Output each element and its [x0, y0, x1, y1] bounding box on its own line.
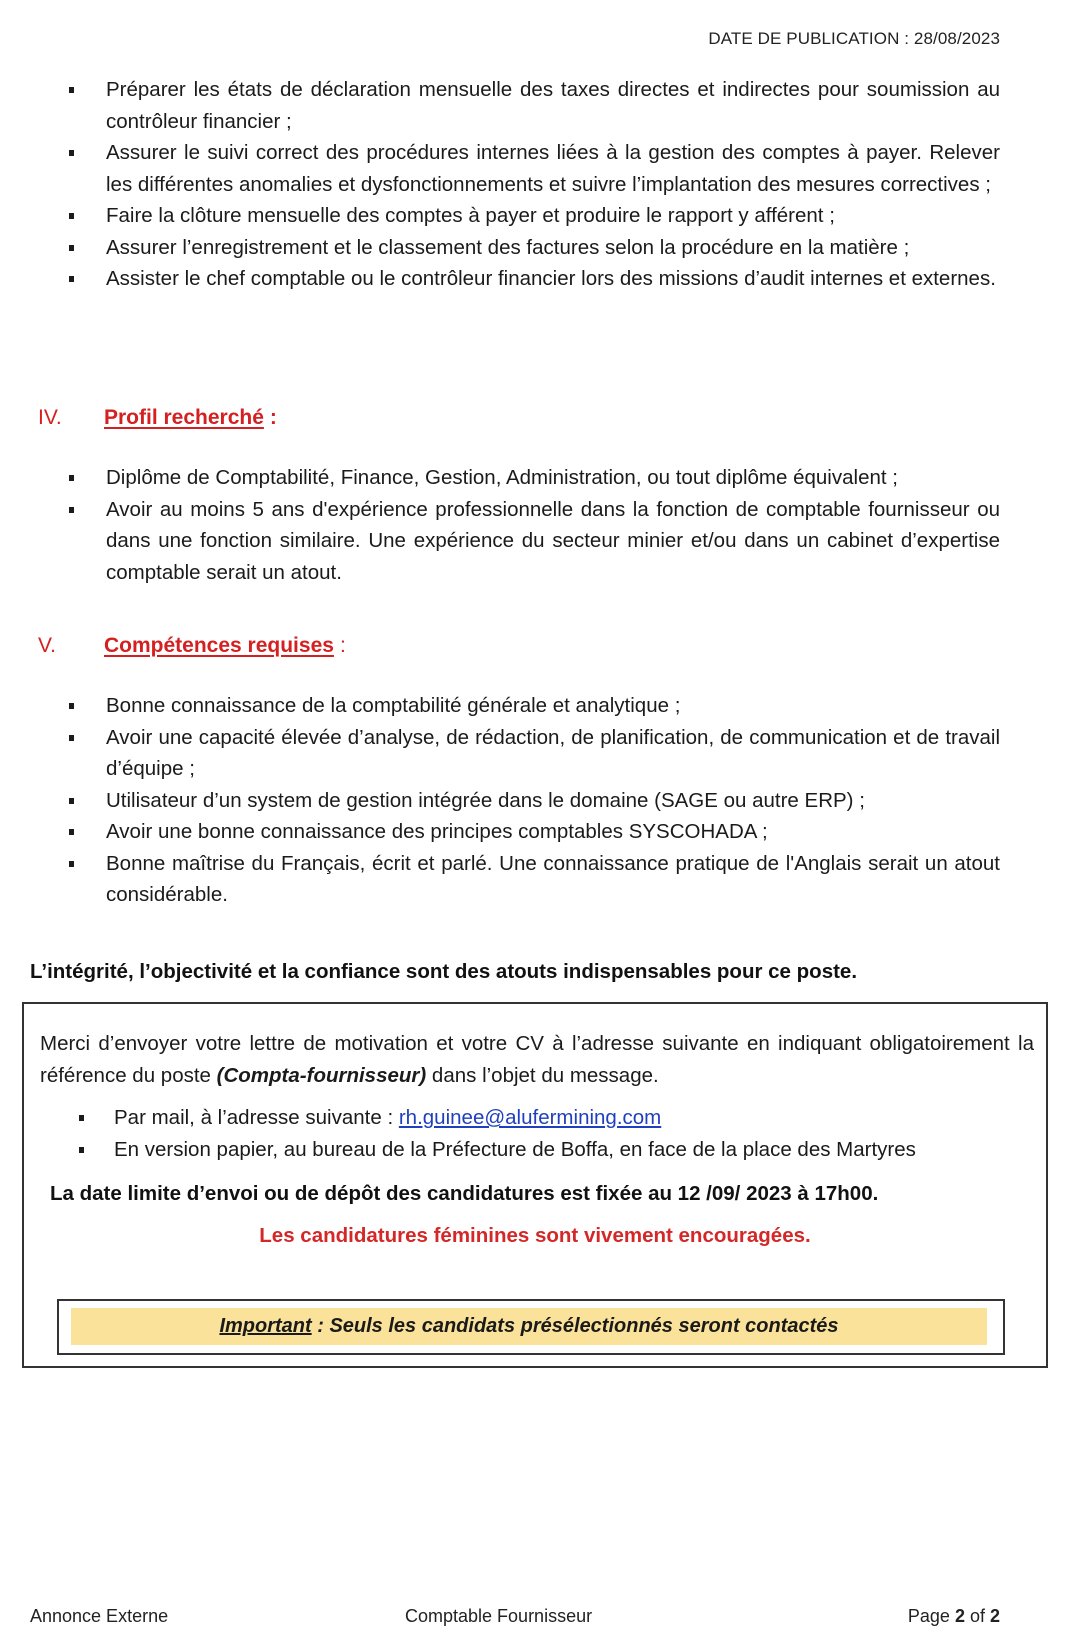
section-number: IV. — [38, 406, 62, 429]
application-deadline: La date limite d’envoi ou de dépôt des candidatures est fixée au 12 /09/ 2023 à 17h00. — [50, 1182, 879, 1205]
list-item: Utilisateur d’un system de gestion intégrée dans le domaine (SAGE ou autre ERP) ; — [66, 785, 1000, 817]
list-item-paper: En version papier, au bureau de la Préfecture de Boffa, en face de la place des Martyres — [76, 1134, 1046, 1166]
publication-date: DATE DE PUBLICATION : 28/08/2023 — [708, 29, 1000, 48]
important-label: Important — [219, 1315, 312, 1337]
intro-text: Merci d’envoyer votre lettre de motivation et votre CV à l’adresse suivante en indiquant obligatoirement la référence du poste — [40, 1032, 1034, 1087]
important-text: : Seuls les candidats présélectionnés seront contactés — [311, 1315, 839, 1337]
section-title: Compétences requises — [104, 634, 334, 657]
section-v-heading — [38, 634, 346, 658]
footer-page-number — [908, 1606, 1000, 1627]
section-v-bullet-list — [66, 690, 1000, 911]
list-item: Avoir au moins 5 ans d'expérience professionnelle dans la fonction de comptable fournisseur ou dans une fonction similaire. Une expérience du secteur minier et/ou dans un cabinet d’expertise comptable serait un atout. — [66, 494, 1000, 589]
section-colon: : — [339, 634, 346, 657]
integrity-statement: L’intégrité, l’objectivité et la confiance sont des atouts indispensables pour ce poste. — [30, 960, 858, 983]
list-item: Assurer l’enregistrement et le classement des factures selon la procédure en la matière ; — [66, 232, 1000, 264]
important-notice-highlight — [71, 1308, 987, 1345]
section-iv-heading — [38, 406, 277, 430]
application-instructions-box — [22, 1002, 1048, 1368]
list-item: Bonne connaissance de la comptabilité générale et analytique ; — [66, 690, 1000, 722]
page-current: 2 — [954, 1606, 965, 1626]
footer-job-title: Comptable Fournisseur — [405, 1606, 593, 1626]
section-iii-bullet-list — [66, 74, 1000, 295]
list-item: Préparer les états de déclaration mensuelle des taxes directes et indirectes pour soumission au contrôleur financier ; — [66, 74, 1000, 137]
list-item: Bonne maîtrise du Français, écrit et parlé. Une connaissance pratique de l'Anglais serait un atout considérable. — [66, 848, 1000, 911]
page-total: 2 — [989, 1606, 1000, 1626]
section-title: Profil recherché — [104, 406, 264, 429]
page-of: of — [964, 1606, 990, 1626]
application-intro — [40, 1028, 1034, 1091]
feminine-encouragement-note: Les candidatures féminines sont vivement encouragées. — [259, 1224, 811, 1247]
list-item-email — [76, 1102, 1046, 1134]
intro-text-end: dans l’objet du message. — [426, 1063, 659, 1087]
list-item: Avoir une bonne connaissance des principes comptables SYSCOHADA ; — [66, 816, 1000, 848]
list-item: Diplôme de Comptabilité, Finance, Gestion, Administration, ou tout diplôme équivalent ; — [66, 462, 1000, 494]
important-notice-box — [57, 1299, 1005, 1355]
page-prefix: Page — [907, 1606, 955, 1626]
list-item: Assister le chef comptable ou le contrôleur financier lors des missions d’audit internes et externes. — [66, 263, 1000, 295]
email-link[interactable]: rh.guinee@alufermining.com — [398, 1106, 662, 1129]
job-reference: (Compta-fournisseur) — [216, 1063, 427, 1087]
list-item: Assurer le suivi correct des procédures internes liées à la gestion des comptes à payer. Relever les différentes anomalies et dysfonctionnements et suivre l’implantation des mesures correctives ; — [66, 137, 1000, 200]
list-item: Faire la clôture mensuelle des comptes à payer et produire le rapport y afférent ; — [66, 200, 1000, 232]
section-colon: : — [269, 406, 277, 429]
section-iv-bullet-list — [66, 462, 1000, 588]
footer-announcement-type: Annonce Externe — [30, 1606, 169, 1626]
application-methods-list — [76, 1102, 1046, 1165]
list-item: Avoir une capacité élevée d’analyse, de rédaction, de planification, de communication et de travail d’équipe ; — [66, 722, 1000, 785]
email-label: Par mail, à l’adresse suivante : — [114, 1106, 399, 1129]
section-number: V. — [38, 634, 56, 657]
